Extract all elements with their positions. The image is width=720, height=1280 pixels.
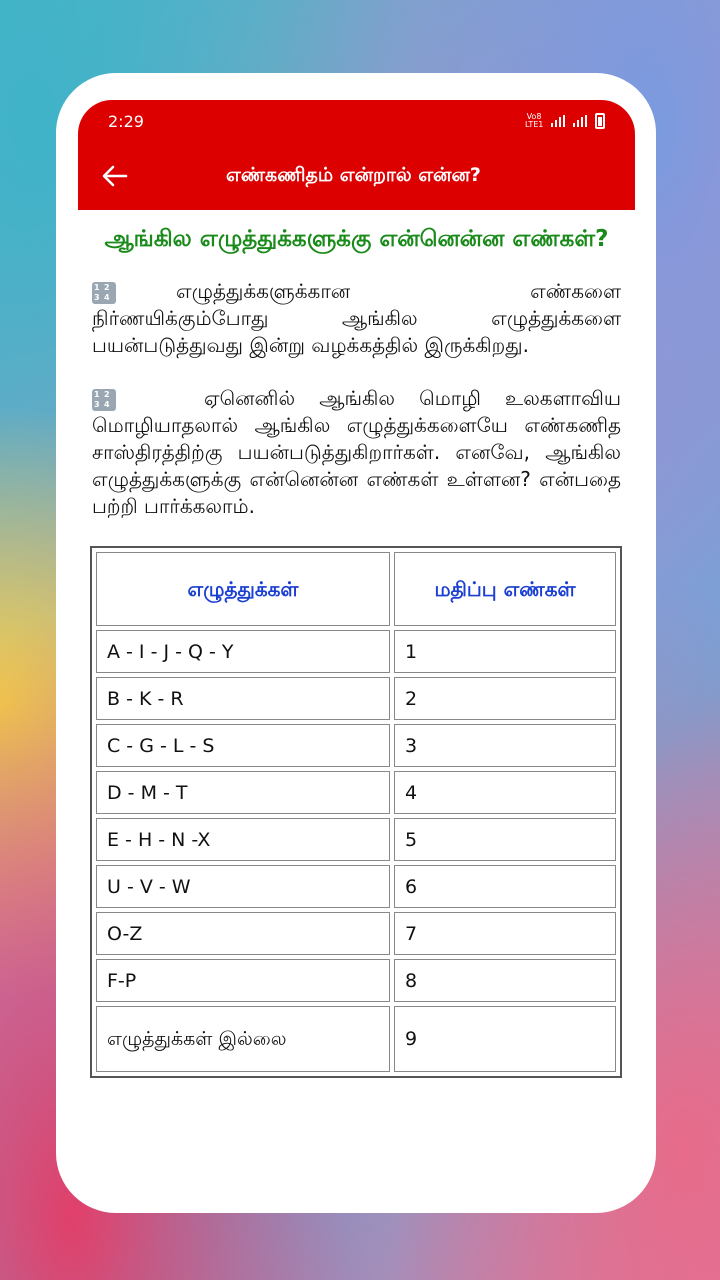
column-header-values: மதிப்பு எண்கள் — [394, 552, 616, 626]
table-row — [96, 771, 616, 814]
back-button[interactable] — [98, 159, 132, 193]
letters-cell: O-Z — [96, 912, 390, 955]
table-row — [96, 959, 616, 1002]
letters-cell: U - V - W — [96, 865, 390, 908]
letters-cell: D - M - T — [96, 771, 390, 814]
letter-value-table — [90, 546, 622, 1078]
signal-icon — [573, 115, 587, 127]
letters-cell: F-P — [96, 959, 390, 1002]
letters-cell: B - K - R — [96, 677, 390, 720]
letters-cell: C - G - L - S — [96, 724, 390, 767]
value-cell: 5 — [394, 818, 616, 861]
value-cell: 1 — [394, 630, 616, 673]
app-bar — [78, 142, 635, 210]
status-time: 2:29 — [108, 111, 144, 131]
value-cell: 4 — [394, 771, 616, 814]
article-content — [78, 210, 635, 1078]
table-row — [96, 912, 616, 955]
phone-screen — [78, 100, 635, 1178]
value-cell: 2 — [394, 677, 616, 720]
numbers-1234-icon: 1 2 3 4 — [92, 389, 116, 411]
table-row — [96, 818, 616, 861]
value-cell: 6 — [394, 865, 616, 908]
letters-cell: A - I - J - Q - Y — [96, 630, 390, 673]
article-paragraph — [92, 278, 621, 359]
letters-cell: E - H - N -X — [96, 818, 390, 861]
signal-icon — [551, 115, 565, 127]
status-icons — [525, 113, 605, 129]
table-row — [96, 865, 616, 908]
battery-icon — [595, 113, 605, 129]
table-row — [96, 1006, 616, 1072]
status-bar — [78, 100, 635, 142]
page-title: எண்கணிதம் என்றால் என்ன? — [226, 163, 481, 186]
column-header-letters: எழுத்துக்கள் — [96, 552, 390, 626]
table-row — [96, 677, 616, 720]
value-cell: 3 — [394, 724, 616, 767]
value-cell: 7 — [394, 912, 616, 955]
table-header-row — [96, 552, 616, 626]
paragraph-text: ஏனெனில் ஆங்கில மொழி உலகளாவிய மொழியாதலால் ஆங்கில எழுத்துக்களையே எண்கணித சாஸ்திரத்திற்கு பயன்படுத்துகிறார்கள். எனவே, ஆங்கில எழுத்துக்களுக்கு என்னென்ன எண்கள் உள்ளன? என்பதை பற்றி பார்க்கலாம். — [92, 386, 621, 518]
article-paragraph — [92, 385, 621, 520]
article-heading: ஆங்கில எழுத்துக்களுக்கு என்னென்ன எண்கள்? — [104, 226, 609, 252]
value-cell: 9 — [394, 1006, 616, 1072]
table-row — [96, 724, 616, 767]
table-row — [96, 630, 616, 673]
network-type-label: Vo8 LTE1 — [525, 112, 544, 129]
value-cell: 8 — [394, 959, 616, 1002]
letters-cell: எழுத்துக்கள் இல்லை — [96, 1006, 390, 1072]
numbers-1234-icon: 1 2 3 4 — [92, 282, 116, 304]
paragraph-text: எழுத்துக்களுக்கான எண்களை நிர்ணயிக்கும்போது ஆங்கில எழுத்துக்களை பயன்படுத்துவது இன்று வழக்கத்தில் இருக்கிறது. — [92, 279, 621, 357]
arrow-left-icon — [102, 165, 128, 187]
